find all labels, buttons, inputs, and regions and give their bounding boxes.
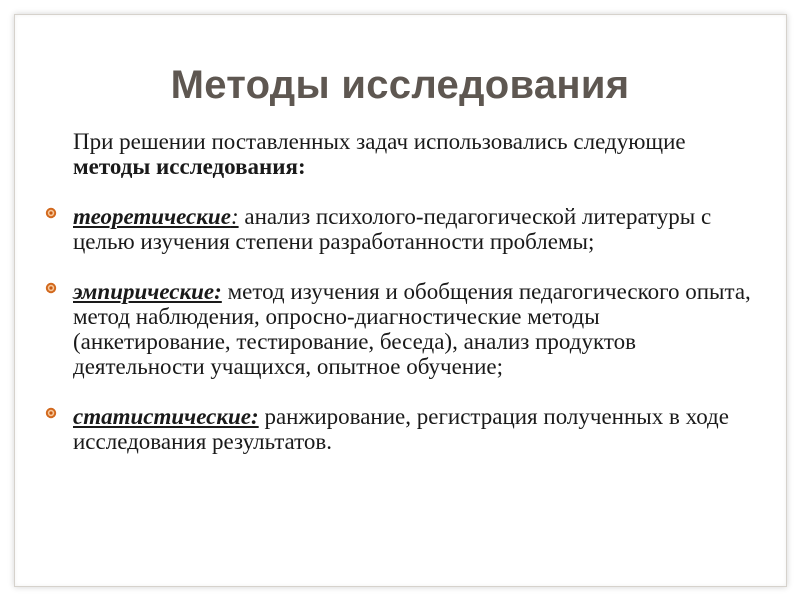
list-item-empirical	[73, 279, 763, 379]
list-item-statistical	[73, 404, 763, 454]
intro-bold: методы исследования:	[73, 154, 306, 179]
item-term: теоретические	[73, 204, 231, 229]
item-term-sep: :	[230, 204, 239, 229]
circle-bullet-icon	[45, 207, 57, 219]
item-term: статистические:	[73, 404, 259, 429]
item-desc: метод изучения и обобщения педагогического опыта, метод наблюдения, опросно-диагностические методы (анкетирование, тестирование, беседа), анализ продуктов деятельности учащихся, опытное обучение;	[73, 279, 751, 379]
slide-body	[73, 129, 763, 454]
item-term: эмпирические:	[73, 279, 222, 304]
list-item-theoretical	[73, 204, 763, 254]
intro-paragraph	[73, 129, 763, 179]
slide-title: Методы исследования	[170, 63, 630, 107]
circle-bullet-icon	[45, 282, 57, 294]
circle-bullet-icon	[45, 407, 57, 419]
intro-text: При решении поставленных задач использовались следующие	[73, 129, 686, 154]
item-desc: анализ психолого-педагогической литературы с целью изучения степени разработанности проблемы;	[73, 204, 712, 254]
item-desc: ранжирование, регистрация полученных в ходе исследования результатов.	[73, 404, 729, 454]
